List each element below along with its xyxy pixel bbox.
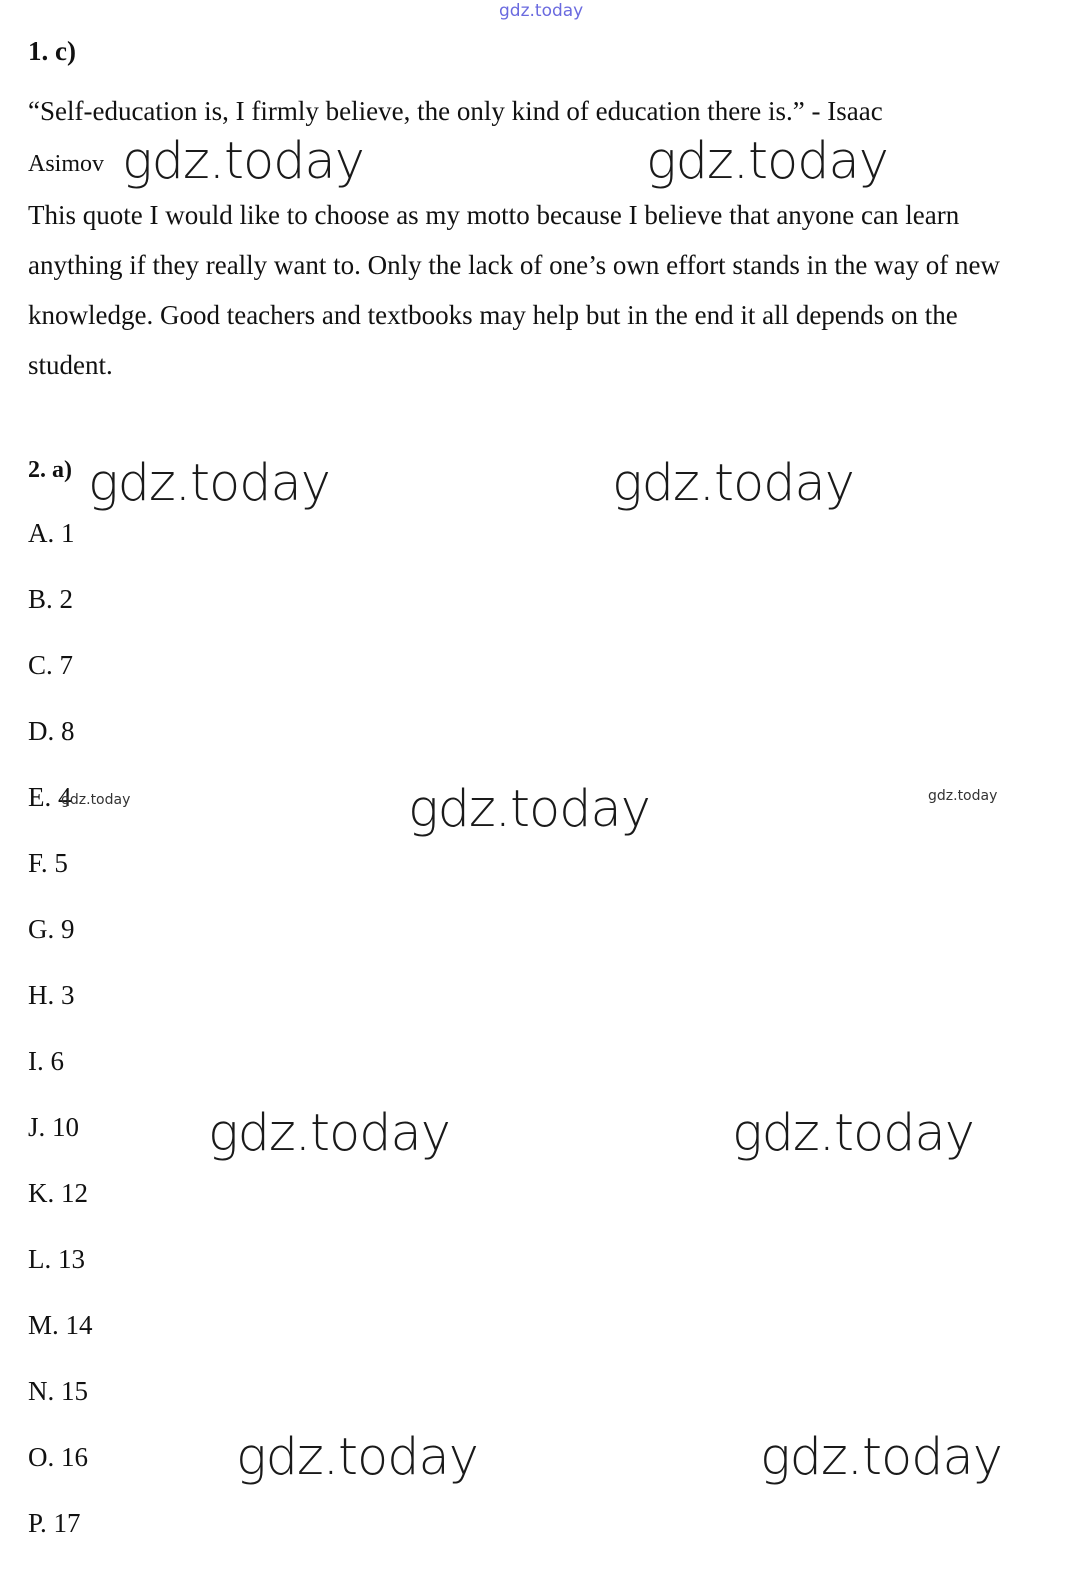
- motto-paragraph: This quote I would like to choose as my motto because I believe that anyone can learn anything if they really want to. Only the lack of one’s own effort stands in the way of new knowledge. Good teachers and textbooks may help but in the end it all depends on the student.: [28, 200, 1001, 380]
- answer-item: F. 5: [28, 848, 68, 878]
- answer-item: A. 1: [28, 518, 75, 548]
- watermark-small: gdz.today: [928, 788, 998, 804]
- watermark: gdz.today: [760, 1428, 1002, 1487]
- section-1-heading: 1. c): [28, 36, 76, 66]
- answer-item: O. 16: [28, 1442, 88, 1472]
- watermark: gdz.today: [612, 454, 854, 513]
- answer-list: [28, 518, 93, 1574]
- answer-item: L. 13: [28, 1244, 85, 1274]
- watermark: gdz.today: [88, 454, 330, 513]
- answer-item: P. 17: [28, 1508, 81, 1538]
- answer-item: D. 8: [28, 716, 75, 746]
- answer-item: C. 7: [28, 650, 74, 680]
- answer-item: M. 14: [28, 1310, 93, 1340]
- watermark: gdz.today: [122, 132, 364, 191]
- watermark: gdz.today: [732, 1104, 974, 1163]
- watermark: gdz.today: [208, 1104, 450, 1163]
- watermark-small: gdz.today: [61, 792, 131, 808]
- section-2-heading: 2. a): [28, 457, 72, 483]
- watermark: gdz.today: [646, 132, 888, 191]
- answer-item: E. 4: [28, 782, 72, 812]
- answer-item: K. 12: [28, 1178, 88, 1208]
- watermark: gdz.today: [236, 1428, 478, 1487]
- answer-item: N. 15: [28, 1376, 88, 1406]
- answer-item: G. 9: [28, 914, 75, 944]
- watermark: gdz.today: [408, 780, 650, 839]
- answer-item: J. 10: [28, 1112, 80, 1142]
- quote-text: “Self-education is, I firmly believe, the only kind of education there is.” - Isaac: [28, 96, 883, 126]
- quote-author: Asimov: [28, 151, 105, 177]
- answer-item: B. 2: [28, 584, 74, 614]
- answer-item: H. 3: [28, 980, 75, 1010]
- answer-item: I. 6: [28, 1046, 64, 1076]
- watermark-top: gdz.today: [499, 1, 584, 21]
